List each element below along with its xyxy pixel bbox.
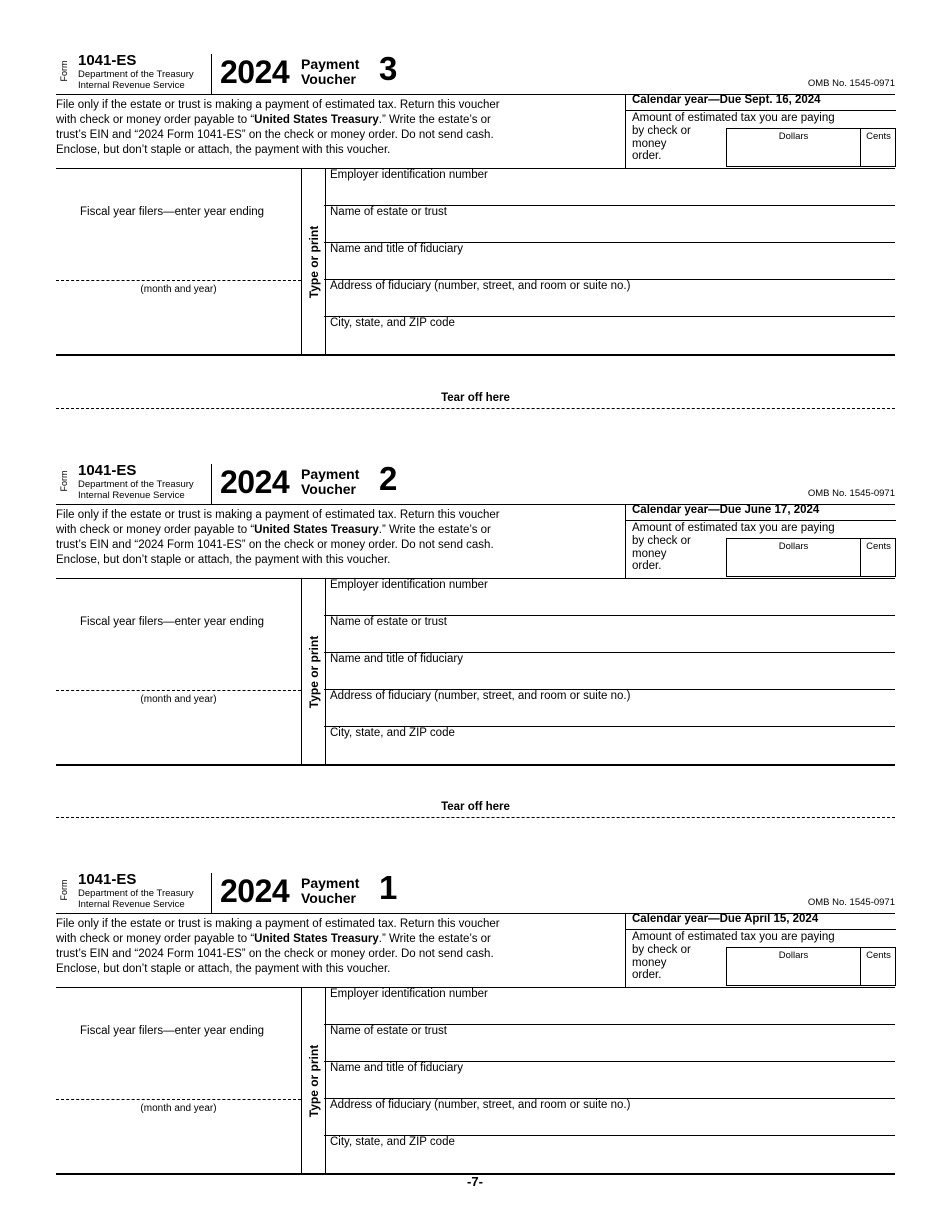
ein-field[interactable]: Employer identification number [324,169,895,206]
amount-sublabel: by check or money order. [632,535,691,572]
tear-off-2 [56,801,895,821]
amount-sublabel: by check or money order. [632,944,691,981]
type-or-print: Type or print [301,988,326,1173]
form-number: 1041-ES [78,871,137,888]
form-number: 1041-ES [78,52,137,69]
tax-year: 2024 [220,464,290,500]
cents-input[interactable]: Cents [866,541,891,552]
address-field[interactable]: Address of fiduciary (number, street, and room or suite no.) [324,1099,895,1136]
amount-label: Amount of estimated tax you are paying [632,931,835,943]
dollars-input[interactable]: Dollars [727,129,861,166]
city-state-zip-field[interactable]: City, state, and ZIP code [330,1136,455,1148]
tear-off-label: Tear off here [441,801,510,813]
tax-year: 2024 [220,873,290,909]
page-number: -7- [467,1174,483,1189]
fiduciary-field[interactable]: Name and title of fiduciary [324,243,895,280]
tax-year: 2024 [220,54,290,90]
voucher-title: Payment Voucher [301,875,360,906]
fiduciary-field[interactable]: Name and title of fiduciary [324,1062,895,1099]
instructions: File only if the estate or trust is making a payment of estimated tax. Return this voucher with check or money order payable to “United States Treasury.” Write the estate’s or trust’s EIN and “2024 Form 1041-ES” on the check or money order. Do not send cash. Enclose, but don’t staple or attach, the payment with this voucher. [56,918,500,975]
fiscal-year-input[interactable] [56,690,301,691]
voucher-2 [56,460,895,784]
address-field[interactable]: Address of fiduciary (number, street, and room or suite no.) [324,280,895,317]
ein-field[interactable]: Employer identification number [324,988,895,1025]
voucher-3 [56,50,895,374]
omb-number: OMB No. 1545-0971 [807,897,895,908]
city-state-zip-field[interactable]: City, state, and ZIP code [330,317,455,329]
due-date: Calendar year—Due Sept. 16, 2024 [632,94,821,106]
voucher-header [56,460,895,504]
instructions: File only if the estate or trust is making a payment of estimated tax. Return this voucher with check or money order payable to “United States Treasury.” Write the estate’s or trust’s EIN and “2024 Form 1041-ES” on the check or money order. Do not send cash. Enclose, but don’t staple or attach, the payment with this voucher. [56,99,500,156]
due-date: Calendar year—Due June 17, 2024 [632,504,820,516]
tear-off-label: Tear off here [441,392,510,404]
amount-box [625,913,896,987]
fiscal-year-label: Fiscal year filers—enter year ending [80,1025,265,1037]
estate-name-field[interactable]: Name of estate or trust [324,1025,895,1062]
rule [56,764,895,766]
header-divider [211,464,212,504]
instructions: File only if the estate or trust is making a payment of estimated tax. Return this voucher with check or money order payable to “United States Treasury.” Write the estate’s or trust’s EIN and “2024 Form 1041-ES” on the check or money order. Do not send cash. Enclose, but don’t staple or attach, the payment with this voucher. [56,509,500,566]
type-or-print: Type or print [301,169,326,354]
header-divider [211,54,212,94]
type-or-print: Type or print [301,579,326,764]
month-year-caption: (month and year) [140,694,217,705]
form-label: Form [59,879,69,901]
fiscal-year-section [56,169,301,354]
rule [626,520,896,521]
header-divider [211,873,212,913]
estate-name-field[interactable]: Name of estate or trust [324,616,895,653]
department: Department of the Treasury Internal Revenue Service [78,888,194,910]
omb-number: OMB No. 1545-0971 [807,488,895,499]
voucher-number: 3 [379,50,398,87]
voucher-title: Payment Voucher [301,466,360,497]
ein-field[interactable]: Employer identification number [324,579,895,616]
amount-label: Amount of estimated tax you are paying [632,112,835,124]
dollars-input[interactable]: Dollars [727,948,861,985]
rule [626,110,896,111]
fiscal-year-label: Fiscal year filers—enter year ending [80,206,265,218]
cents-input[interactable]: Cents [866,131,891,142]
voucher-1 [56,869,895,1193]
amount-label: Amount of estimated tax you are paying [632,522,835,534]
form-label: Form [59,470,69,492]
month-year-caption: (month and year) [140,1103,217,1114]
rule [626,929,896,930]
amount-sublabel: by check or money order. [632,125,691,162]
department: Department of the Treasury Internal Revenue Service [78,479,194,501]
fiscal-year-input[interactable] [56,1099,301,1100]
voucher-header [56,869,895,913]
payment-amount-field[interactable] [726,538,896,577]
month-year-caption: (month and year) [140,284,217,295]
fiduciary-field[interactable]: Name and title of fiduciary [324,653,895,690]
tear-off-line [56,817,895,818]
amount-box [625,504,896,578]
omb-number: OMB No. 1545-0971 [807,78,895,89]
tear-off-1 [56,392,895,412]
dollars-input[interactable]: Dollars [727,539,861,576]
cents-input[interactable]: Cents [866,950,891,961]
voucher-number: 1 [379,869,398,906]
due-date: Calendar year—Due April 15, 2024 [632,913,819,925]
fiscal-year-input[interactable] [56,280,301,281]
form-label: Form [59,60,69,82]
form-number: 1041-ES [78,462,137,479]
rule [56,354,895,356]
amount-box [625,94,896,168]
fiscal-year-section [56,579,301,764]
voucher-number: 2 [379,460,398,497]
voucher-header [56,50,895,94]
address-field[interactable]: Address of fiduciary (number, street, and room or suite no.) [324,690,895,727]
estate-name-field[interactable]: Name of estate or trust [324,206,895,243]
city-state-zip-field[interactable]: City, state, and ZIP code [330,727,455,739]
tear-off-line [56,408,895,409]
payment-amount-field[interactable] [726,947,896,986]
payment-amount-field[interactable] [726,128,896,167]
department: Department of the Treasury Internal Revenue Service [78,69,194,91]
fiscal-year-section [56,988,301,1173]
voucher-title: Payment Voucher [301,56,360,87]
fiscal-year-label: Fiscal year filers—enter year ending [80,616,265,628]
